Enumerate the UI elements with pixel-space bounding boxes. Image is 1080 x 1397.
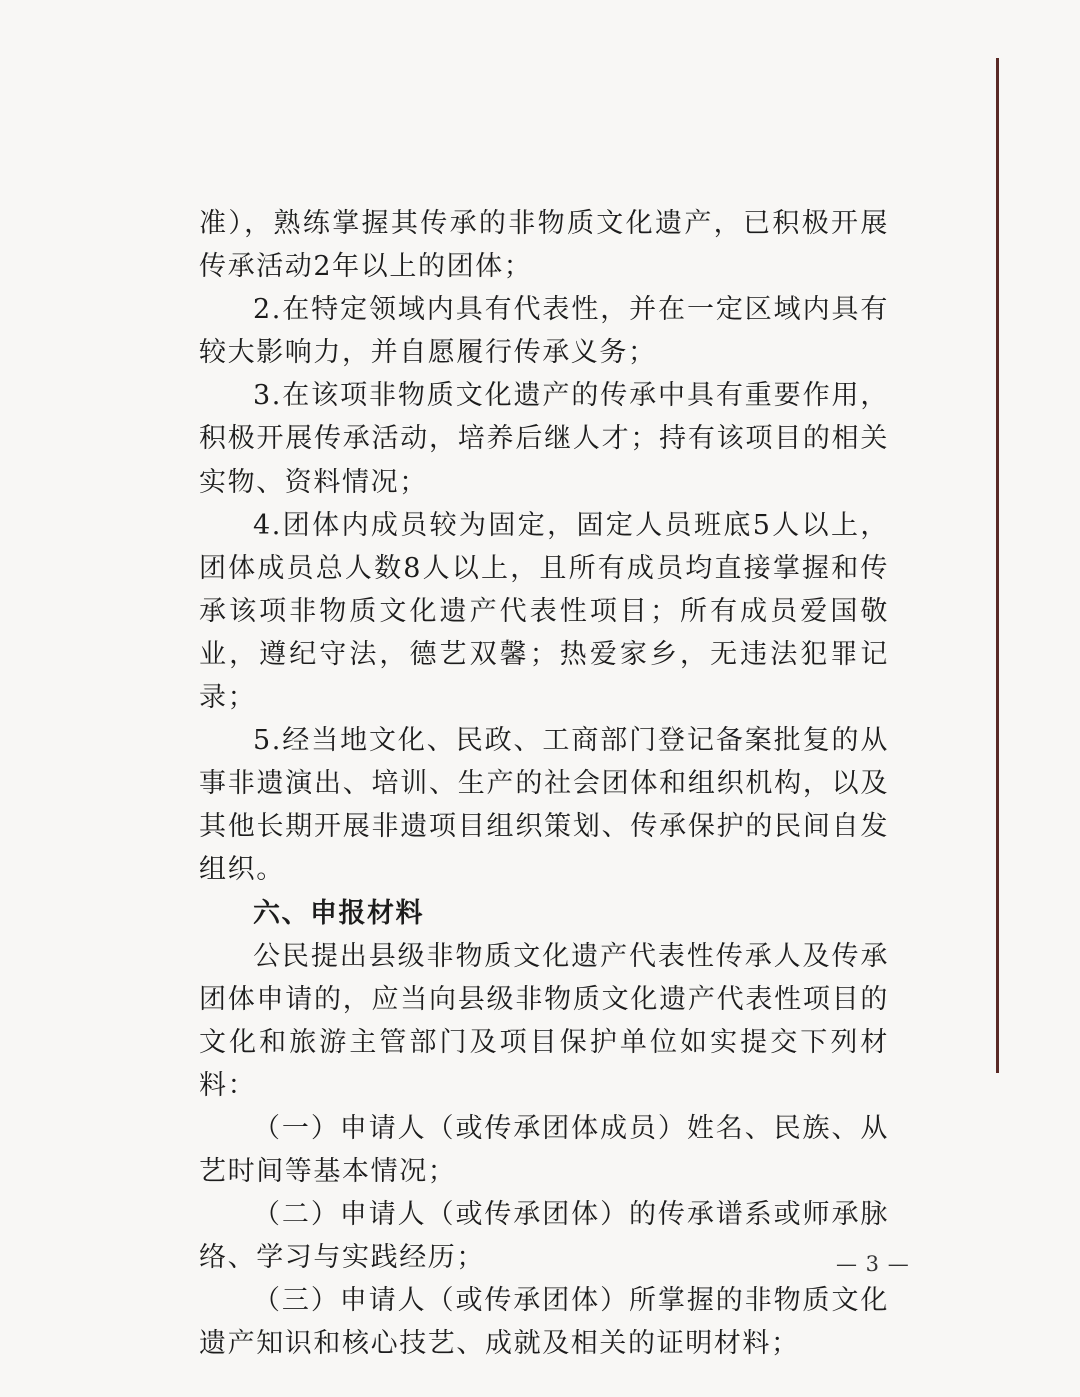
paragraph-item-4: 4.团体内成员较为固定，固定人员班底5人以上，团体成员总人数8人以上，且所有成员均直接掌握和传承该项非物质文化遗产代表性项目；所有成员爱国敬业，遵纪守法，德艺双馨；热爱家乡，无违法犯罪记录； — [199, 509, 889, 714]
binding-edge-line — [996, 58, 999, 1073]
material-item-3: （三）申请人（或传承团体）所掌握的非物质文化遗产知识和核心技艺、成就及相关的证明材料； — [199, 1285, 889, 1360]
paragraph-continuation: 准），熟练掌握其传承的非物质文化遗产，已积极开展传承活动2年以上的团体； — [199, 208, 889, 283]
material-item-1: （一）申请人（或传承团体成员）姓名、民族、从艺时间等基本情况； — [199, 1112, 889, 1188]
paragraph-item-5: 5.经当地文化、民政、工商部门登记备案批复的从事非遗演出、培训、生产的社会团体和组织机构，以及其他长期开展非遗项目组织策划、传承保护的民间自发组织。 — [199, 725, 889, 886]
document-body — [199, 202, 889, 1366]
paragraph-item-2: 2.在特定领域内具有代表性，并在一定区域内具有较大影响力，并自愿履行传承义务； — [199, 294, 889, 369]
material-item-2: （二）申请人（或传承团体）的传承谱系或师承脉络、学习与实践经历； — [199, 1199, 889, 1274]
page-number: — 3 — — [836, 1252, 910, 1276]
section-heading: 六、申报材料 — [253, 897, 424, 929]
section-intro-paragraph: 公民提出县级非物质文化遗产代表性传承人及传承团体申请的，应当向县级非物质文化遗产代表性项目的文化和旅游主管部门及项目保护单位如实提交下列材料： — [199, 940, 889, 1101]
paragraph-item-3: 3.在该项非物质文化遗产的传承中具有重要作用，积极开展传承活动，培养后继人才；持有该项目的相关实物、资料情况； — [199, 380, 889, 498]
